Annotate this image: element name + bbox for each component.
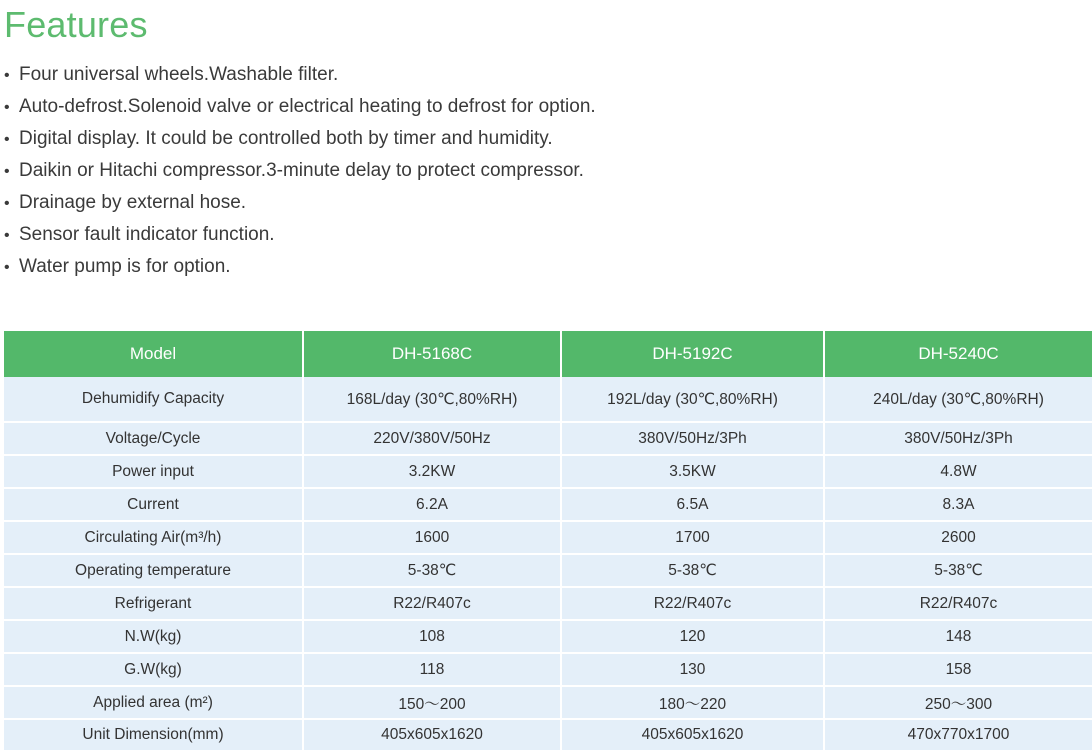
table-cell: 380V/50Hz/3Ph — [825, 423, 1092, 456]
table-cell: R22/R407c — [304, 588, 562, 621]
table-cell: 130 — [562, 654, 825, 687]
bullet: • — [4, 195, 10, 212]
table-header-row — [4, 331, 1092, 377]
table-cell: 118 — [304, 654, 562, 687]
bullet: • — [4, 227, 10, 244]
table-cell: 148 — [825, 621, 1092, 654]
feature-text: Sensor fault indicator function. — [19, 224, 275, 245]
feature-text: Auto-defrost.Solenoid valve or electrical heating to defrost for option. — [19, 96, 596, 117]
bullet: • — [4, 99, 10, 116]
feature-item — [4, 157, 596, 189]
table-row — [4, 588, 1092, 621]
row-label: Current — [4, 489, 304, 522]
table-cell: 4.8W — [825, 456, 1092, 489]
table-cell: 6.2A — [304, 489, 562, 522]
table-row — [4, 522, 1092, 555]
table-cell: 192L/day (30℃,80%RH) — [562, 377, 825, 423]
table-cell: 5-38℃ — [825, 555, 1092, 588]
table-row — [4, 621, 1092, 654]
row-label: Power input — [4, 456, 304, 489]
table-cell: 6.5A — [562, 489, 825, 522]
feature-text: Four universal wheels.Washable filter. — [19, 64, 339, 85]
table-row — [4, 489, 1092, 522]
table-cell: 3.2KW — [304, 456, 562, 489]
row-label: Circulating Air(m³/h) — [4, 522, 304, 555]
table-row — [4, 555, 1092, 588]
table-row — [4, 720, 1092, 752]
row-label: Operating temperature — [4, 555, 304, 588]
table-row — [4, 687, 1092, 720]
table-row — [4, 423, 1092, 456]
table-cell: 150～200 — [304, 687, 562, 720]
table-cell: 2600 — [825, 522, 1092, 555]
table-cell: 120 — [562, 621, 825, 654]
table-cell: 1600 — [304, 522, 562, 555]
table-cell: 405x605x1620 — [562, 720, 825, 752]
bullet: • — [4, 259, 10, 276]
bullet: • — [4, 131, 10, 148]
table-cell: 220V/380V/50Hz — [304, 423, 562, 456]
feature-item — [4, 61, 596, 93]
row-label: Applied area (m²) — [4, 687, 304, 720]
table-cell: 5-38℃ — [304, 555, 562, 588]
table-cell: 470x770x1700 — [825, 720, 1092, 752]
row-label: Voltage/Cycle — [4, 423, 304, 456]
feature-item — [4, 125, 596, 157]
table-cell: 108 — [304, 621, 562, 654]
row-label: Unit Dimension(mm) — [4, 720, 304, 752]
feature-text: Daikin or Hitachi compressor.3-minute delay to protect compressor. — [19, 160, 584, 181]
row-label: N.W(kg) — [4, 621, 304, 654]
table-cell: 250～300 — [825, 687, 1092, 720]
features-list — [4, 61, 596, 285]
table-cell: 158 — [825, 654, 1092, 687]
feature-text: Water pump is for option. — [19, 256, 231, 277]
header-dh-5240c: DH-5240C — [825, 331, 1092, 377]
bullet: • — [4, 163, 10, 180]
bullet: • — [4, 67, 10, 84]
table-cell: R22/R407c — [562, 588, 825, 621]
table-cell: 8.3A — [825, 489, 1092, 522]
table-cell: 1700 — [562, 522, 825, 555]
spec-table — [4, 331, 1092, 752]
table-cell: 405x605x1620 — [304, 720, 562, 752]
table-cell: 5-38℃ — [562, 555, 825, 588]
row-label: Dehumidify Capacity — [4, 377, 304, 423]
feature-item — [4, 189, 596, 221]
table-cell: 3.5KW — [562, 456, 825, 489]
table-row — [4, 456, 1092, 489]
feature-item — [4, 221, 596, 253]
row-label: G.W(kg) — [4, 654, 304, 687]
table-cell: 240L/day (30℃,80%RH) — [825, 377, 1092, 423]
header-model: Model — [4, 331, 304, 377]
table-cell: R22/R407c — [825, 588, 1092, 621]
table-cell: 168L/day (30℃,80%RH) — [304, 377, 562, 423]
page-title: Features — [4, 4, 148, 45]
table-cell: 180～220 — [562, 687, 825, 720]
header-dh-5168c: DH-5168C — [304, 331, 562, 377]
header-dh-5192c: DH-5192C — [562, 331, 825, 377]
feature-text: Digital display. It could be controlled both by timer and humidity. — [19, 128, 553, 149]
feature-item — [4, 93, 596, 125]
feature-item — [4, 253, 596, 285]
feature-text: Drainage by external hose. — [19, 192, 247, 213]
table-row — [4, 654, 1092, 687]
row-label: Refrigerant — [4, 588, 304, 621]
table-row — [4, 377, 1092, 423]
table-cell: 380V/50Hz/3Ph — [562, 423, 825, 456]
